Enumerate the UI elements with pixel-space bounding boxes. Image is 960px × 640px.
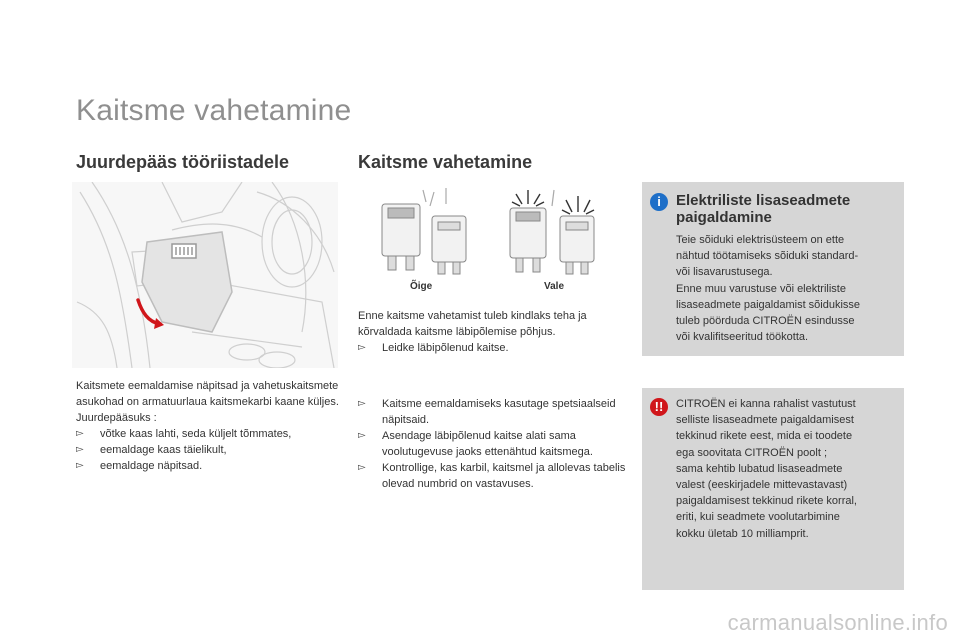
list-item: ▻ eemaldage näpitsad. xyxy=(76,460,203,472)
fuse-label-correct: Õige xyxy=(410,281,433,292)
bullet-icon: ▻ xyxy=(358,462,366,473)
fuse-replacement-text-2 xyxy=(358,396,628,492)
warning-icon: !! xyxy=(650,398,668,416)
list-item: ▻ Kontrollige, kas karbil, kaitsmel ja allolevas tabelis olevad numbrid on vastavuses. xyxy=(358,462,626,490)
list-item: ▻ Asendage läbipõlenud kaitse alati sama voolutugevuse jaoks ettenähtud kaitsmega. xyxy=(358,430,593,458)
blown-fuse-icon xyxy=(510,208,594,274)
info-box-heading: Elektriliste lisaseadmete paigaldamine xyxy=(676,192,851,226)
list-item: ▻ eemaldage kaas täielikult, xyxy=(76,444,227,456)
bullet-icon: ▻ xyxy=(358,430,366,441)
fuse-label-wrong: Vale xyxy=(544,281,565,292)
info-icon: i xyxy=(650,193,668,211)
bullet-icon: ▻ xyxy=(76,460,84,471)
dashboard-fusebox-illustration xyxy=(72,182,338,368)
warning-box xyxy=(642,388,904,590)
info-box xyxy=(642,182,904,356)
fuse-replace-steps xyxy=(358,396,628,492)
section-heading-tool-access: Juurdepääs tööriistadele xyxy=(76,152,290,172)
fuse-find-steps xyxy=(358,340,628,356)
warning-box-text: CITROËN ei kanna rahalist vastutust selliste lisaseadmete paigaldamisest tekkinud rikete eest, mida ei toodete ega soovitata CITROËN poolt ; sama kehtib lubatud lisaseadmete valest (eeskirjadele mittevastavast) paigaldamisest tekkinud rikete korral, eriti, kui seadmete voolutarbimine kokku ületab 10 milliamprit. xyxy=(676,398,857,540)
list-item: ▻ võtke kaas lahti, seda küljelt tõmmates, xyxy=(76,428,292,440)
tool-access-intro: Kaitsmete eemaldamise näpitsad ja vahetuskaitsmete asukohad on armatuurlaua kaitsmekarbi kaane küljes. xyxy=(76,380,339,408)
fuse-replacement-text-1 xyxy=(358,308,628,356)
tool-access-steps xyxy=(76,426,346,474)
page-title: Kaitsme vahetamine xyxy=(76,94,352,127)
section-heading-fuse-replacement: Kaitsme vahetamine xyxy=(358,152,533,172)
watermark: carmanualsonline.info xyxy=(727,610,948,635)
fuse-comparison-illustration xyxy=(368,186,608,278)
list-item: ▻ Leidke läbipõlenud kaitse. xyxy=(358,342,509,354)
bullet-icon: ▻ xyxy=(358,398,366,409)
tool-access-text xyxy=(76,378,346,474)
info-box-text: Teie sõiduki elektrisüsteem on ette nähtud töötamiseks sõiduki standard- või lisavarustusega. Enne muu varustuse või elektriliste lisaseadmete paigaldamist sõidukisse tuleb pöörduda CITROËN esindusse või kvalifitseeritud töökotta. xyxy=(676,234,861,344)
fuse-replacement-intro: Enne kaitsme vahetamist tuleb kindlaks teha ja kõrvaldada kaitsme läbipõlemise põhjus. xyxy=(358,310,587,338)
list-item: ▻ Kaitsme eemaldamiseks kasutage spetsiaalseid näpitsaid. xyxy=(358,398,616,426)
tool-access-label: Juurdepääsuks : xyxy=(76,412,157,424)
bullet-icon: ▻ xyxy=(76,444,84,455)
bullet-icon: ▻ xyxy=(358,342,366,353)
intact-fuse-icon xyxy=(382,204,466,274)
bullet-icon: ▻ xyxy=(76,428,84,439)
